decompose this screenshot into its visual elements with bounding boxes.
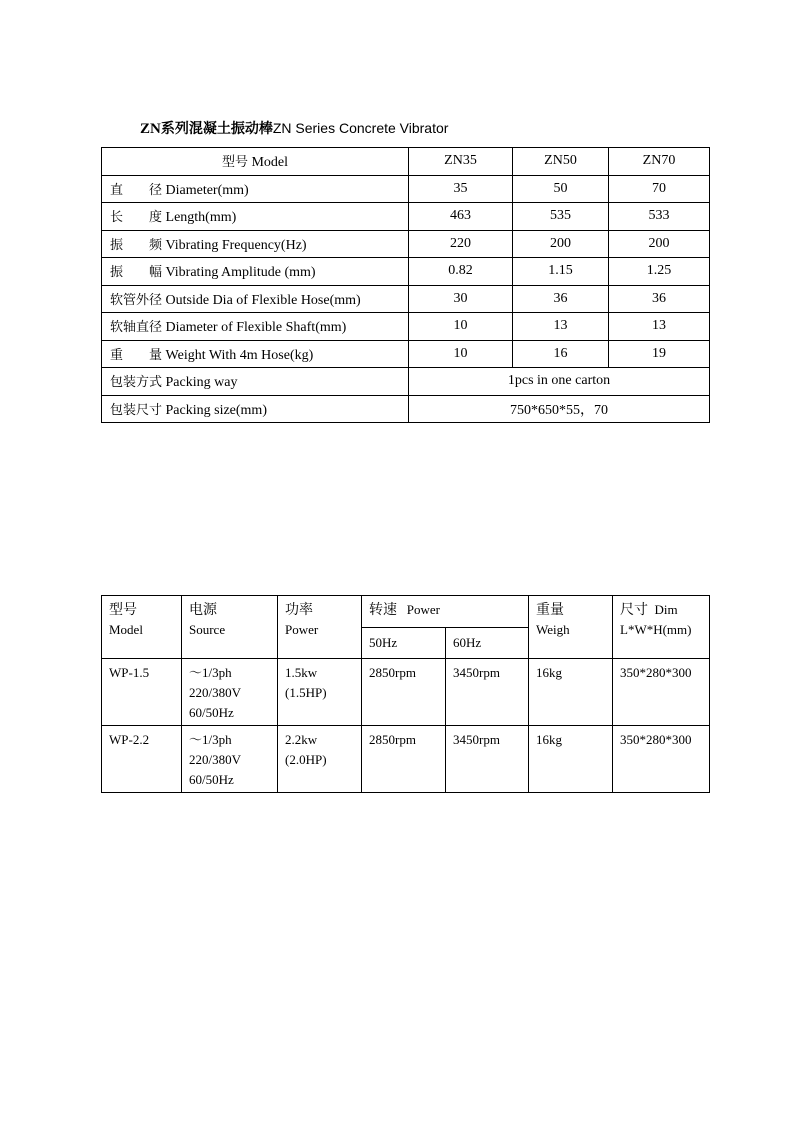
value-cell: 19: [609, 340, 710, 368]
source-cell: [182, 726, 278, 793]
model-header-en: Model: [251, 155, 289, 171]
header-speed-cn: 转速: [369, 602, 397, 618]
header-source-en: Source: [189, 622, 226, 637]
wp-spec-table: [101, 595, 710, 793]
value-cell: 463: [409, 203, 513, 231]
model-zn70: ZN70: [609, 148, 710, 176]
table-row: [102, 230, 710, 258]
header-weight-cn: 重量: [536, 602, 564, 618]
value-cell: 535: [513, 203, 609, 231]
model-header-cn: 型号: [221, 155, 248, 171]
row-label-en: Vibrating Amplitude (mm): [165, 265, 316, 281]
source-line: 60/50Hz: [189, 705, 234, 720]
header-dim: [613, 596, 710, 659]
value-cell: 70: [609, 175, 710, 203]
table-row: [102, 203, 710, 231]
title-english: ZN Series Concrete Vibrator: [272, 120, 449, 136]
packing-size-row: [102, 395, 710, 423]
header-weight: [529, 596, 613, 659]
header-60hz: 60Hz: [446, 628, 529, 659]
power-cell: [278, 726, 362, 793]
row-label: [102, 175, 409, 203]
power-line: 1.5kw: [285, 665, 318, 680]
row-label-en: Weight With 4m Hose(kg): [165, 347, 314, 363]
row-label: [102, 395, 409, 423]
model-zn50: ZN50: [513, 148, 609, 176]
row-label-cn: 软管外径: [110, 292, 163, 308]
dim-cell: 350*280*300: [613, 659, 710, 726]
zn-spec-table: [101, 147, 710, 423]
row-label-en: Vibrating Frequency(Hz): [165, 237, 307, 253]
title-chinese: 系列混凝土振动棒: [160, 121, 273, 137]
row-label-en: Packing size(mm): [165, 402, 267, 418]
weight-cell: 16kg: [529, 726, 613, 793]
row-label: [102, 285, 409, 313]
source-line: ～1/3ph: [189, 665, 232, 680]
row-label-en: Diameter(mm): [165, 182, 249, 198]
value-cell: 533: [609, 203, 710, 231]
model-zn35: ZN35: [409, 148, 513, 176]
row-label-cn: 软轴直径: [110, 320, 163, 336]
row-label-cn: 包装方式: [110, 375, 163, 391]
value-cell: 50: [513, 175, 609, 203]
value-cell: 13: [609, 313, 710, 341]
header-weight-en: Weigh: [536, 622, 570, 637]
header-source: [182, 596, 278, 659]
packing-way-value: 1pcs in one carton: [409, 368, 710, 396]
speed60-cell: 3450rpm: [446, 726, 529, 793]
table-row: [102, 313, 710, 341]
header-dim-en2: L*W*H(mm): [620, 622, 692, 637]
row-label: [102, 203, 409, 231]
value-cell: 0.82: [409, 258, 513, 286]
table-row: [102, 340, 710, 368]
row-label-cn: 包装尺寸: [110, 402, 163, 418]
speed50-cell: 2850rpm: [362, 726, 446, 793]
value-cell: 200: [609, 230, 710, 258]
row-label: [102, 258, 409, 286]
header-speed: [362, 596, 529, 628]
source-line: 220/380V: [189, 752, 241, 767]
header-power-cn: 功率: [285, 602, 313, 618]
power-line: 2.2kw: [285, 732, 318, 747]
value-cell: 1.15: [513, 258, 609, 286]
row-label: [102, 313, 409, 341]
power-line: (2.0HP): [285, 752, 327, 767]
header-dim-en: Dim: [654, 602, 678, 617]
source-line: 220/380V: [189, 685, 241, 700]
row-label: [102, 230, 409, 258]
table-row: [102, 726, 710, 793]
row-label: [102, 340, 409, 368]
speed50-cell: 2850rpm: [362, 659, 446, 726]
source-line: 60/50Hz: [189, 772, 234, 787]
packing-size-value: 750*650*55，70: [409, 395, 710, 423]
header-source-cn: 电源: [189, 602, 217, 618]
value-cell: 30: [409, 285, 513, 313]
value-cell: 36: [609, 285, 710, 313]
header-dim-cn: 尺寸: [620, 602, 648, 618]
value-cell: 1.25: [609, 258, 710, 286]
dim-cell: 350*280*300: [613, 726, 710, 793]
packing-way-row: [102, 368, 710, 396]
power-line: (1.5HP): [285, 685, 327, 700]
value-cell: 200: [513, 230, 609, 258]
row-label-cn: 振 幅: [110, 265, 163, 281]
header-model-cn: 型号: [109, 602, 137, 618]
header-model: [102, 596, 182, 659]
value-cell: 35: [409, 175, 513, 203]
value-cell: 10: [409, 340, 513, 368]
document-title: [140, 118, 448, 138]
weight-cell: 16kg: [529, 659, 613, 726]
row-label-en: Diameter of Flexible Shaft(mm): [165, 320, 347, 336]
table-row: [102, 175, 710, 203]
table-row: [102, 659, 710, 726]
value-cell: 13: [513, 313, 609, 341]
table-header-row: [102, 596, 710, 628]
row-label: [102, 368, 409, 396]
table-header-row: [102, 148, 710, 176]
row-label-cn: 直 径: [110, 182, 163, 198]
value-cell: 220: [409, 230, 513, 258]
model-header-cell: [102, 148, 409, 176]
model-cell: WP-2.2: [102, 726, 182, 793]
row-label-cn: 重 量: [110, 347, 163, 363]
header-power-en: Power: [285, 622, 319, 637]
header-model-en: Model: [109, 622, 143, 637]
source-line: ～1/3ph: [189, 732, 232, 747]
power-cell: [278, 659, 362, 726]
header-speed-en: Power: [406, 602, 440, 617]
source-cell: [182, 659, 278, 726]
row-label-cn: 长 度: [110, 210, 163, 226]
header-50hz: 50Hz: [362, 628, 446, 659]
model-cell: WP-1.5: [102, 659, 182, 726]
value-cell: 10: [409, 313, 513, 341]
row-label-en: Length(mm): [165, 210, 237, 226]
row-label-en: Packing way: [165, 375, 238, 391]
value-cell: 16: [513, 340, 609, 368]
table-row: [102, 285, 710, 313]
row-label-en: Outside Dia of Flexible Hose(mm): [165, 292, 361, 308]
value-cell: 36: [513, 285, 609, 313]
table-row: [102, 258, 710, 286]
title-prefix: ZN: [140, 121, 161, 137]
row-label-cn: 振 频: [110, 237, 163, 253]
speed60-cell: 3450rpm: [446, 659, 529, 726]
header-power: [278, 596, 362, 659]
